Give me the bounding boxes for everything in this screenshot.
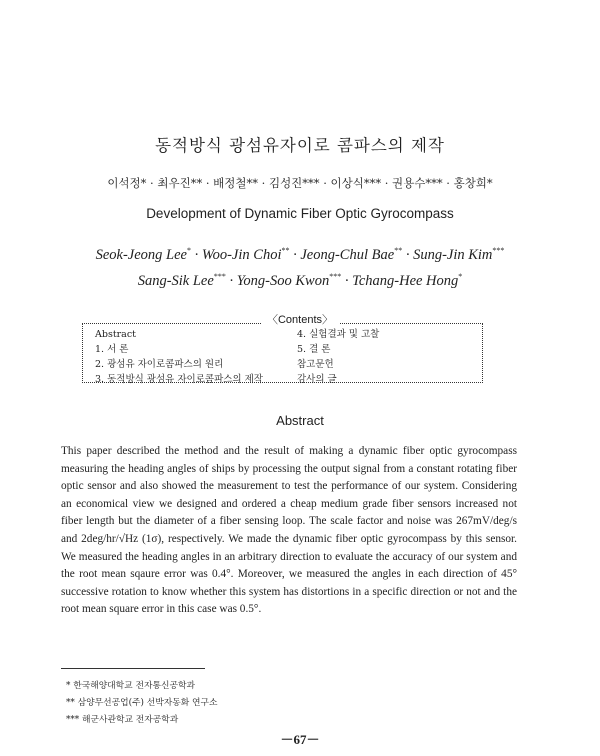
affiliation-mark: *** (492, 246, 505, 255)
affiliation-mark: *** (329, 272, 342, 281)
contents-item: 3. 동적방식 광섬유 자이로콤파스의 제작 (95, 374, 263, 385)
footnote: * 한국해양대학교 전자통신공학과 (66, 681, 195, 691)
author-name: Tchang-Hee Hong (352, 273, 459, 289)
page-number: －67－ (280, 732, 320, 747)
contents-item: 2. 광섬유 자이로콤파스의 원리 (95, 359, 224, 370)
affiliation-mark: ** (394, 246, 403, 255)
author-name: Jeong-Chul Bae (300, 247, 395, 263)
author-name: Sung-Jin Kim (413, 247, 493, 263)
affiliation-mark: * (458, 272, 463, 281)
authors-english (0, 240, 600, 292)
author-name: Woo-Jin Choi (201, 247, 282, 263)
authors-english-line1: Seok-Jeong Lee* · Woo-Jin Choi** · Jeong-Chul Bae** · Sung-Jin Kim*** (95, 246, 505, 263)
affiliation-mark: ** (281, 246, 290, 255)
author-name: Seok-Jeong Lee (95, 247, 187, 263)
authors-korean: 이석정* · 최우진** · 배정철** · 김성진*** · 이상식*** · 권용수*** · 홍창희* (107, 176, 493, 190)
contents-item: 5. 결 론 (297, 344, 331, 355)
affiliation-mark: *** (213, 272, 226, 281)
contents-item: 참고문헌 (297, 359, 334, 370)
abstract-body (61, 443, 517, 619)
author-name: Sang-Sik Lee (137, 273, 214, 289)
footnote: ** 삼양무선공업(주) 선박자동화 연구소 (66, 698, 218, 708)
paper-title-english: Development of Dynamic Fiber Optic Gyrocompass (146, 206, 454, 221)
contents-item: 1. 서 론 (95, 344, 129, 355)
contents-item: 4. 실험결과 및 고찰 (297, 329, 380, 340)
contents-item: 감사의 글 (297, 374, 337, 385)
contents-heading: 〈Contents〉 (0, 311, 600, 327)
affiliation-mark: * (186, 246, 191, 255)
contents-right-column (297, 327, 379, 387)
footnote-divider (61, 668, 205, 669)
footnote: *** 해군사관학교 전자공학과 (66, 715, 179, 725)
abstract-heading: Abstract (276, 413, 324, 428)
contents-item: Abstract (95, 329, 136, 340)
paper-title-korean: 동적방식 광섬유자이로 콤파스의 제작 (155, 136, 445, 155)
contents-left-column (95, 327, 263, 387)
authors-english-line2: Sang-Sik Lee*** · Yong-Soo Kwon*** · Tchang-Hee Hong* (137, 272, 463, 289)
abstract-paragraph: This paper described the method and the result of making a dynamic fiber optic gyrocompass measuring the heading angles of ships by processing the output signal from a constant rotating fiber optic sensor and also showed the measurement to test the performance of our system. Considering an economical view we designed and ordered a cheap medium grade fiber sensors increased not fiber length but the diameter of a fiber sensing loop. The scale factor and noise was 267mV/deg/s and 2deg/hr/√Hz (1σ), respectively. We made the dynamic fiber optic gyrocompass by this sensor. We measured the heading angles in an arbitrary direction to evaluate the accuracy of our system and the root mean sqaure error was 0.4°. Moreover, we measured the angles in each direction of 45° successive rotation to know whether this system has distortions in a specific direction or not and the root mean square error in this case was 0.5°. (61, 445, 517, 616)
footnotes (66, 678, 218, 729)
author-name: Yong-Soo Kwon (236, 273, 330, 289)
